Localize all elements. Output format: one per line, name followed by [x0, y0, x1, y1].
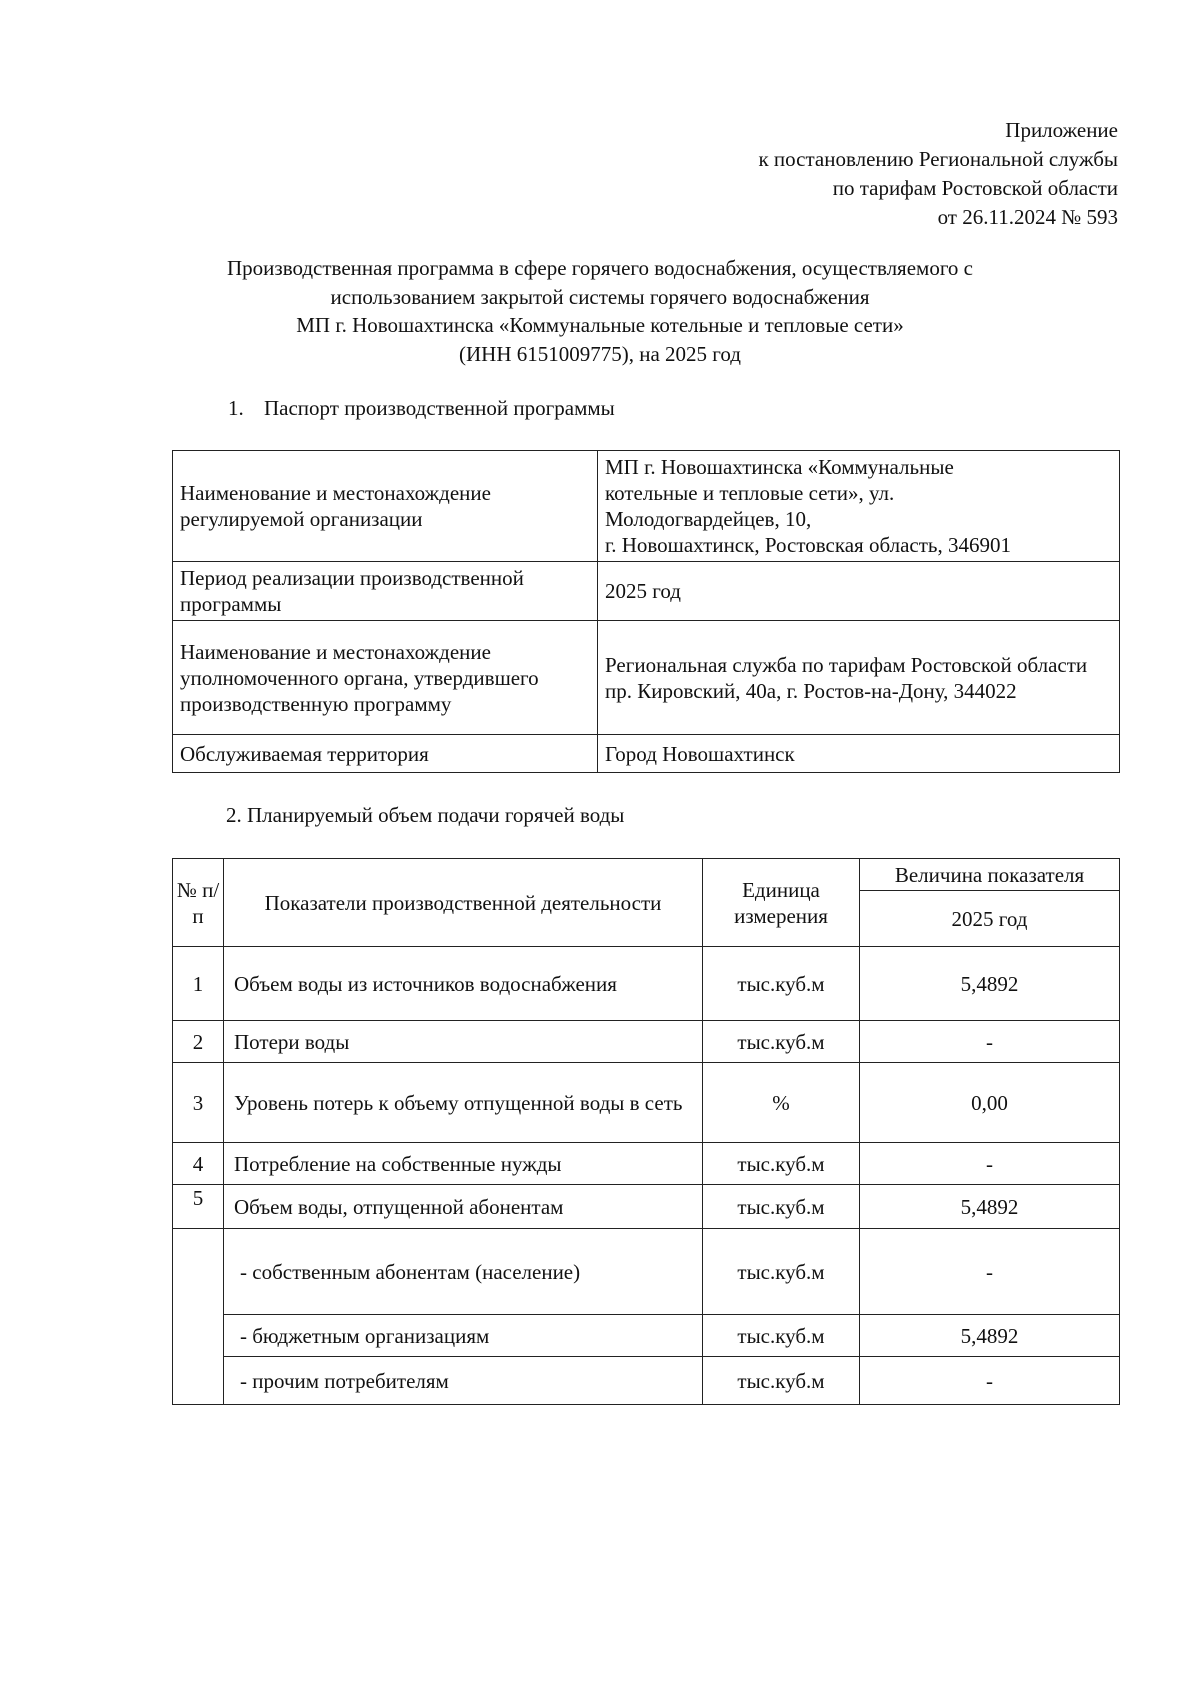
document-title: [150, 254, 1050, 368]
table-row: [173, 1357, 1120, 1405]
row-value: 5,4892: [860, 947, 1120, 1021]
appendix-header: [758, 116, 1118, 232]
appendix-line: к постановлению Региональной службы: [758, 147, 1118, 171]
passport-value-line: МП г. Новошахтинска «Коммунальные: [605, 455, 954, 479]
table-row: [173, 1063, 1120, 1143]
header-indicator: Показатели производственной деятельности: [224, 859, 703, 947]
table-header-row: [173, 859, 1120, 891]
header-year: 2025 год: [860, 891, 1120, 947]
table-row: [173, 1185, 1120, 1229]
table-row: [173, 1143, 1120, 1185]
row-indicator: Объем воды, отпущенной абонентам: [224, 1185, 703, 1229]
passport-value-line: Город Новошахтинск: [605, 741, 795, 766]
row-num: 4: [173, 1143, 224, 1185]
table-row: [173, 735, 1120, 773]
row-unit: тыс.куб.м: [703, 1185, 860, 1229]
title-line: (ИНН 6151009775), на 2025 год: [459, 341, 741, 366]
volume-table: [172, 858, 1120, 1405]
row-unit: тыс.куб.м: [703, 1357, 860, 1405]
row-num: 3: [173, 1063, 224, 1143]
appendix-line: от 26.11.2024 № 593: [937, 205, 1118, 229]
passport-value: [598, 735, 1120, 773]
row-indicator: Потребление на собственные нужды: [224, 1143, 703, 1185]
row-indicator: Потери воды: [224, 1021, 703, 1063]
appendix-line: по тарифам Ростовской области: [832, 176, 1118, 200]
row-unit: тыс.куб.м: [703, 1229, 860, 1315]
table-row: [173, 1315, 1120, 1357]
passport-label: Наименование и местонахождение уполномоченного органа, утвердившего производственную программу: [173, 621, 598, 735]
row-unit: тыс.куб.м: [703, 947, 860, 1021]
passport-label: Период реализации производственной программы: [173, 562, 598, 621]
row-unit: тыс.куб.м: [703, 1315, 860, 1357]
row-indicator: Объем воды из источников водоснабжения: [224, 947, 703, 1021]
passport-value-line: Региональная служба по тарифам Ростовской области: [605, 652, 1088, 677]
row-indicator: - прочим потребителям: [224, 1357, 703, 1405]
passport-value: [598, 451, 1120, 562]
row-value: -: [860, 1021, 1120, 1063]
title-line: использованием закрытой системы горячего водоснабжения: [330, 284, 870, 309]
table-row: [173, 1229, 1120, 1315]
row-value: -: [860, 1357, 1120, 1405]
passport-label: Наименование и местонахождение регулируемой организации: [173, 451, 598, 562]
header-unit: Единица измерения: [703, 859, 860, 947]
passport-table: [172, 450, 1120, 773]
passport-value-line: котельные и тепловые сети», ул.: [605, 481, 895, 505]
table-row: [173, 451, 1120, 562]
row-value: 5,4892: [860, 1185, 1120, 1229]
row-num: 2: [173, 1021, 224, 1063]
passport-value: [598, 562, 1120, 621]
appendix-line: Приложение: [1005, 118, 1118, 142]
title-line: Производственная программа в сфере горячего водоснабжения, осуществляемого с: [227, 256, 973, 280]
header-value-group: Величина показателя: [860, 859, 1120, 891]
row-value: 5,4892: [860, 1315, 1120, 1357]
row-indicator: Уровень потерь к объему отпущенной воды в сеть: [224, 1063, 703, 1143]
table-row: [173, 947, 1120, 1021]
section-1-number: 1.: [228, 396, 244, 420]
row-unit: %: [703, 1063, 860, 1143]
title-line: МП г. Новошахтинска «Коммунальные котельные и тепловые сети»: [296, 313, 904, 337]
row-num: 1: [173, 947, 224, 1021]
row-indicator: - бюджетным организациям: [224, 1315, 703, 1357]
passport-value-line: 2025 год: [605, 579, 681, 603]
header-num: № п/п: [173, 859, 224, 947]
table-row: [173, 621, 1120, 735]
section-1-title: Паспорт производственной программы: [264, 396, 615, 420]
row-unit: тыс.куб.м: [703, 1021, 860, 1063]
passport-label: Обслуживаемая территория: [173, 735, 598, 773]
row-num: 5: [173, 1185, 224, 1229]
section-2-heading: 2. Планируемый объем подачи горячей воды: [226, 803, 625, 827]
row-indicator: - собственным абонентам (население): [224, 1229, 703, 1315]
row-value: 0,00: [860, 1063, 1120, 1143]
passport-value-line: пр. Кировский, 40а, г. Ростов-на-Дону, 344022: [605, 678, 1017, 703]
passport-value-line: Молодогвардейцев, 10,: [605, 507, 812, 531]
table-row: [173, 1021, 1120, 1063]
row-value: -: [860, 1143, 1120, 1185]
section-1-heading: [228, 396, 615, 421]
passport-value-line: г. Новошахтинск, Ростовская область, 346901: [605, 533, 1011, 557]
row-num: [173, 1229, 224, 1405]
row-value: -: [860, 1229, 1120, 1315]
row-unit: тыс.куб.м: [703, 1143, 860, 1185]
passport-value: [598, 621, 1120, 735]
table-row: [173, 562, 1120, 621]
